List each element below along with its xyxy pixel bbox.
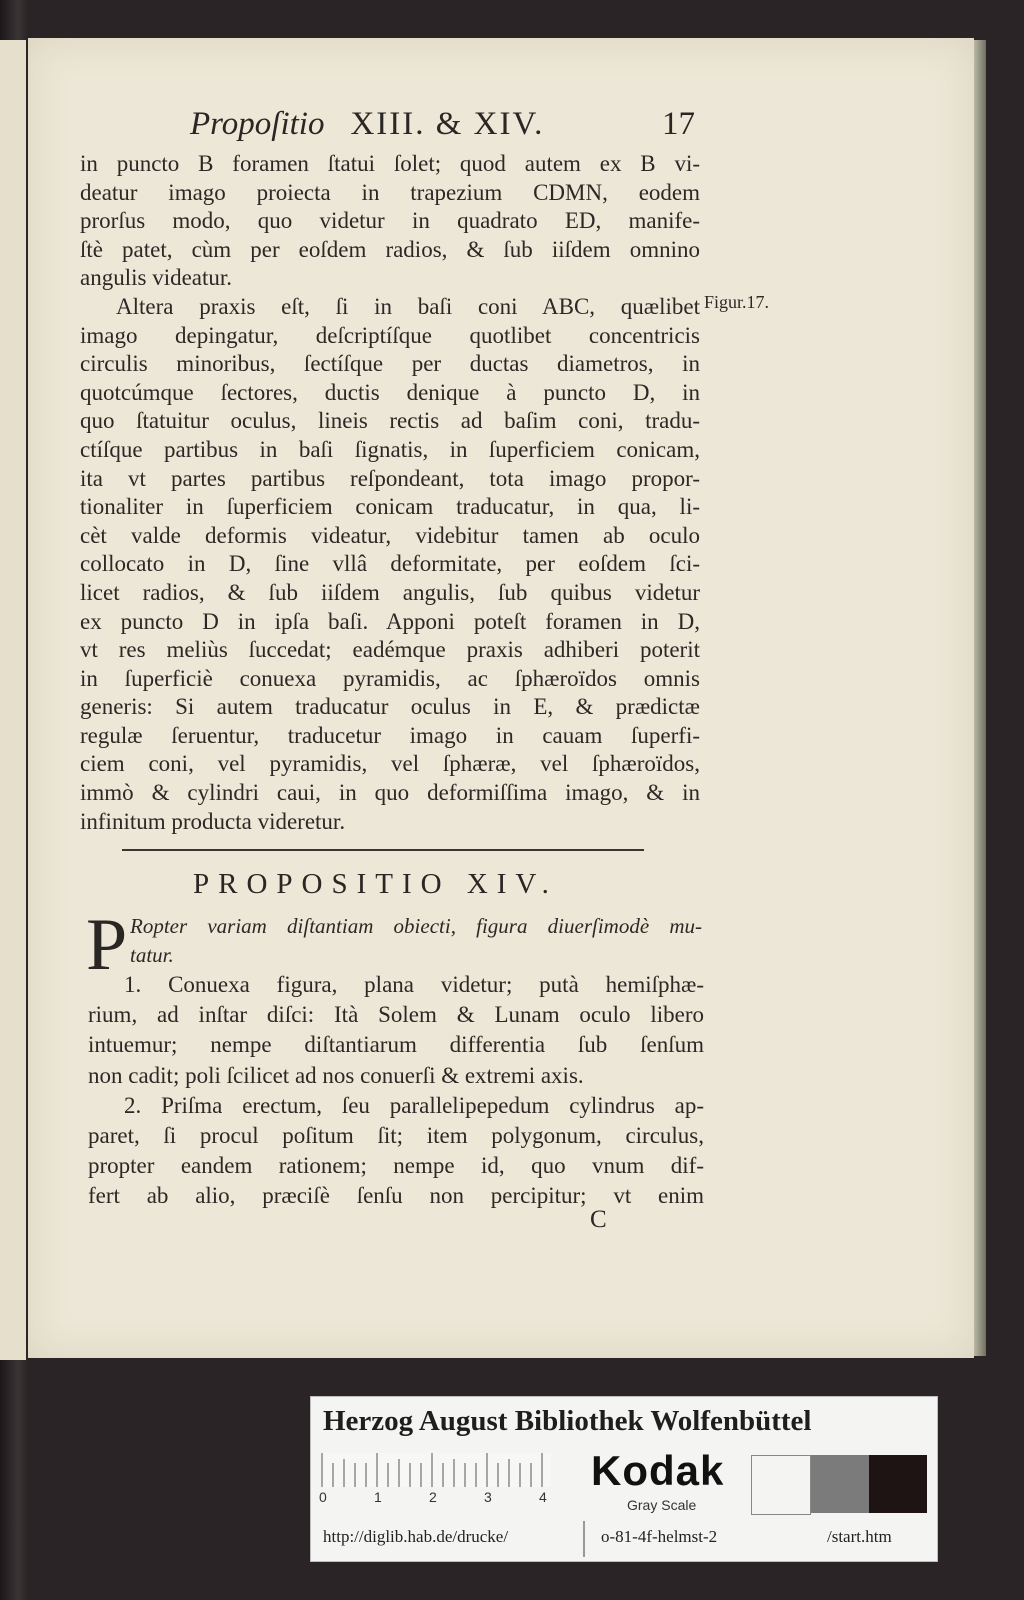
ruler-label: 1 (374, 1489, 382, 1505)
gray-swatch-mid (811, 1455, 869, 1513)
gray-swatch-black (869, 1455, 927, 1513)
drop-cap: P (86, 904, 128, 986)
text-line: infinitum producta videretur. (80, 808, 346, 834)
ruler-label: 4 (539, 1489, 547, 1505)
gray-scale-label: Gray Scale (627, 1497, 697, 1513)
text-line: ſtè patet, cùm per eoſdem radios, & ſub iiſdem omnino (80, 236, 700, 262)
gray-swatch-white (751, 1455, 811, 1515)
url-suffix: /start.htm (827, 1527, 892, 1546)
text-line: prorſus modo, quo videtur in quadrato ED, manife- (80, 208, 700, 234)
text-line: rium, ad inſtar diſci: Ità Solem & Lunam oculo libero (88, 1002, 704, 1028)
text-line: Altera praxis eſt, ſi in baſi coni ABC, quælibet (116, 293, 700, 319)
text-line: vt res meliùs ſuccedat; eadémque praxis adhiberi poterit (80, 637, 700, 663)
signature-mark: C (590, 1206, 607, 1233)
text-line: immò & cylindri caui, in quo deformiſſima imago, & in (80, 780, 700, 806)
text-line: circulis minoribus, ſectíſque per ductas diametros, in (80, 351, 700, 377)
section-body (88, 970, 704, 1212)
text-line: ita vt partes partibus reſpondeant, tota imago propor- (80, 465, 700, 491)
text-line: 1. Conuexa figura, plana videtur; putà hemiſphæ- (124, 972, 704, 997)
text-line: in puncto B foramen ſtatui ſolet; quod autem ex B vi- (80, 151, 700, 176)
text-line: imago depingatur, deſcriptíſque quotlibet concentricis (80, 322, 700, 348)
text-line: fert ab alio, præciſè ſenſu non percipitur; vt enim (88, 1183, 704, 1209)
text-line: intuemur; nempe diſtantiarum differentia ſub ſenſum (88, 1032, 704, 1058)
text-line: deatur imago proiecta in trapezium CDMN, eodem (80, 179, 700, 205)
text-line: tionaliter in ſuperficiem conicam traducatur, in qua, li- (80, 494, 700, 520)
text-line: propter eandem rationem; nempe id, quo vnum dif- (88, 1153, 704, 1179)
ruler-label: 2 (429, 1489, 437, 1505)
text-line: generis: Si autem traducatur oculus in E, & prædictæ (80, 694, 700, 720)
color-target-card (310, 1396, 938, 1562)
library-name: Herzog August Bibliothek Wolfenbüttel (323, 1405, 812, 1437)
text-line: collocato in D, ſine vllâ deformitate, per eoſdem ſci- (80, 551, 700, 577)
margin-note-figure: Figur.17. (704, 292, 770, 312)
text-line: licet radios, & ſub iiſdem angulis, ſub quibus videtur (80, 579, 700, 605)
section-lead (130, 912, 702, 969)
text-line: quotcúmque ſectores, ductis denique à puncto D, in (80, 379, 700, 405)
text-line: tatur. (130, 942, 174, 967)
section-rule (122, 849, 644, 851)
text-line: non cadit; poli ſcilicet ad nos conuerſi & extremi axis. (88, 1062, 584, 1088)
url-divider (583, 1521, 585, 1557)
url-base: http://diglib.hab.de/drucke/ (323, 1527, 509, 1546)
ruler-label: 3 (484, 1489, 492, 1505)
text-line: paret, ſi procul poſitum ſit; item polygonum, circulus, (88, 1122, 704, 1148)
text-line: quo ſtatuitur oculus, lineis rectis ad baſim coni, tradu- (80, 408, 700, 434)
text-line: cèt valde deformis videatur, videbitur tamen ab oculo (80, 522, 700, 548)
section-heading: PROPOSITIO XIV. (193, 868, 558, 900)
text-line: ex puncto D in ipſa baſi. Apponi poteſt foramen in D, (80, 608, 700, 634)
text-line: 2. Priſma erectum, ſeu parallelipepedum cylindrus ap- (124, 1092, 704, 1118)
body-text (80, 150, 700, 836)
text-line: Ropter variam diſtantiam obiecti, figura diuerſimodè mu- (130, 914, 702, 938)
ruler-label: 0 (319, 1489, 327, 1505)
text-line: in ſuperficiè conuexa pyramidis, ac ſphæroïdos omnis (80, 665, 700, 691)
running-head-numbers: XIII. & XIV. (350, 106, 545, 142)
text-line: regulæ ſeruentur, traducetur imago in cauam ſuperfi- (80, 722, 700, 748)
page-number: 17 (662, 106, 695, 142)
page-fore-edge (972, 40, 986, 1356)
text-line: ctíſque partibus in baſi ſignatis, in ſuperficiem conicam, (80, 436, 700, 462)
text-line: angulis videatur. (80, 265, 233, 291)
left-page-edge (0, 40, 26, 1360)
ruler-scale (321, 1453, 551, 1487)
text-line: ciem coni, vel pyramidis, vel ſphæræ, vel ſphæroïdos, (80, 751, 700, 777)
running-head-title: Propoſitio (190, 106, 325, 142)
running-head (190, 106, 695, 152)
url-identifier: o-81-4f-helmst-2 (601, 1527, 718, 1546)
kodak-logo: Kodak (591, 1447, 725, 1494)
